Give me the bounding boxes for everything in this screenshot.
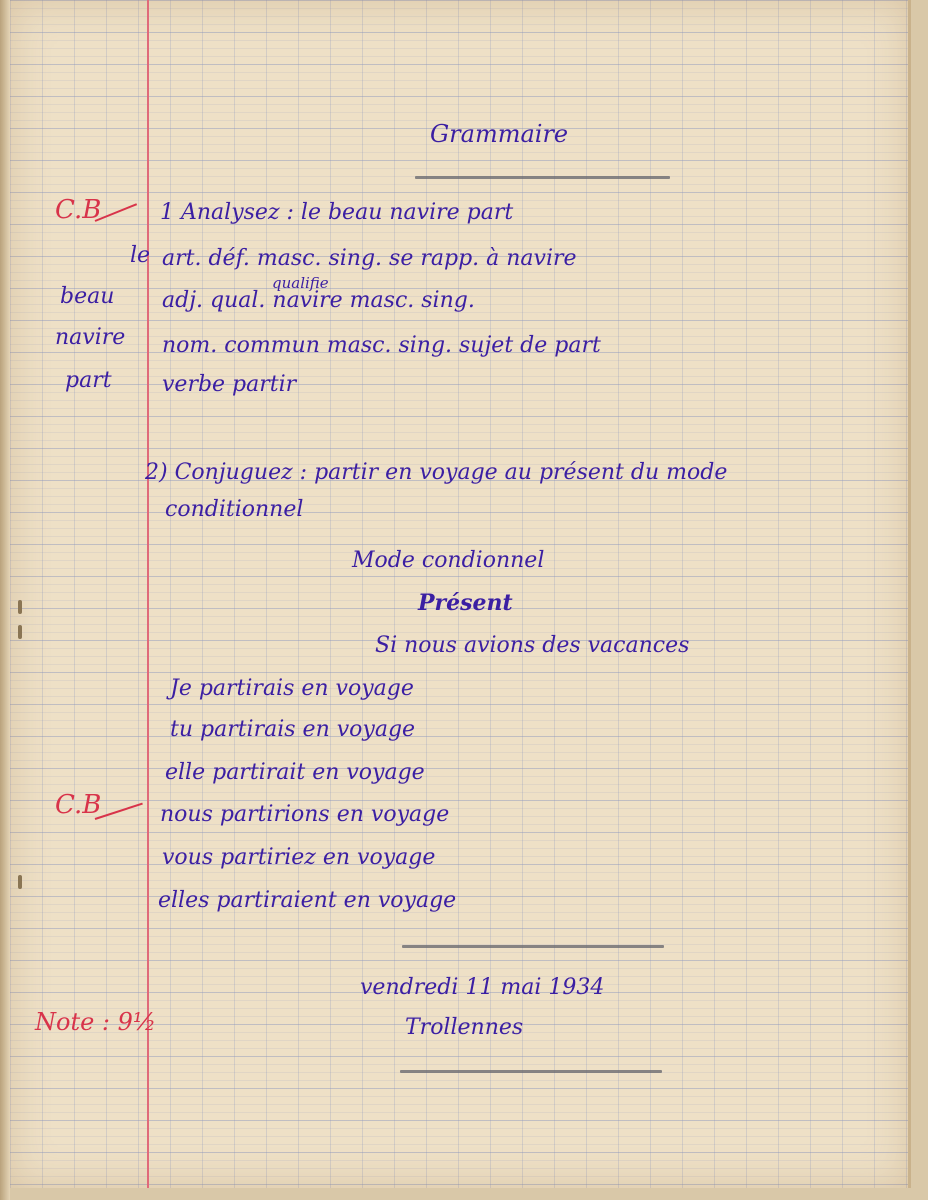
tense-heading: Présent — [418, 590, 513, 616]
analysis-line: adj. qual. navire masc. sing. — [162, 288, 475, 313]
margin-word: beau — [60, 284, 115, 309]
exercise2-instruction: 2) Conjuguez : partir en voyage au présent du mode — [145, 460, 728, 485]
exercise1-instruction: 1 Analysez : le beau navire part — [160, 200, 514, 225]
margin-word: part — [65, 368, 112, 393]
title-underline — [415, 176, 670, 179]
date-line: vendredi 11 mai 1934 — [360, 975, 605, 1000]
binding-hole — [18, 600, 22, 614]
footer-underline — [400, 1070, 662, 1073]
condition-line: Si nous avions des vacances — [375, 633, 690, 658]
analysis-line: art. déf. masc. sing. se rapp. à navire — [162, 246, 577, 271]
conjugation-line: elle partirait en voyage — [165, 760, 425, 785]
analysis-line: nom. commun masc. sing. sujet de part — [162, 333, 601, 358]
student-name: Trollennes — [405, 1015, 524, 1040]
margin-word: navire — [55, 325, 126, 350]
grade: Note : 9½ — [35, 1008, 157, 1036]
exercise2-instruction-cont: conditionnel — [165, 497, 304, 522]
correction-mark: C.B — [55, 790, 102, 820]
conjugation-line: Je partirais en voyage — [170, 676, 414, 701]
margin-word: le — [130, 243, 151, 268]
notebook-spine — [0, 0, 10, 1200]
interlinear-note: qualifie — [272, 274, 329, 292]
binding-hole — [18, 625, 22, 639]
conjugation-line: tu partirais en voyage — [170, 717, 416, 742]
conjugation-line: elles partiraient en voyage — [158, 888, 457, 913]
section-underline — [402, 945, 664, 948]
correction-mark: C.B — [55, 195, 102, 225]
page-title: Grammaire — [430, 120, 569, 148]
mode-heading: Mode condionnel — [352, 548, 545, 573]
conjugation-line: nous partirions en voyage — [160, 802, 450, 827]
binding-hole — [18, 875, 22, 889]
conjugation-line: vous partiriez en voyage — [162, 845, 436, 870]
analysis-line: verbe partir — [162, 372, 297, 397]
